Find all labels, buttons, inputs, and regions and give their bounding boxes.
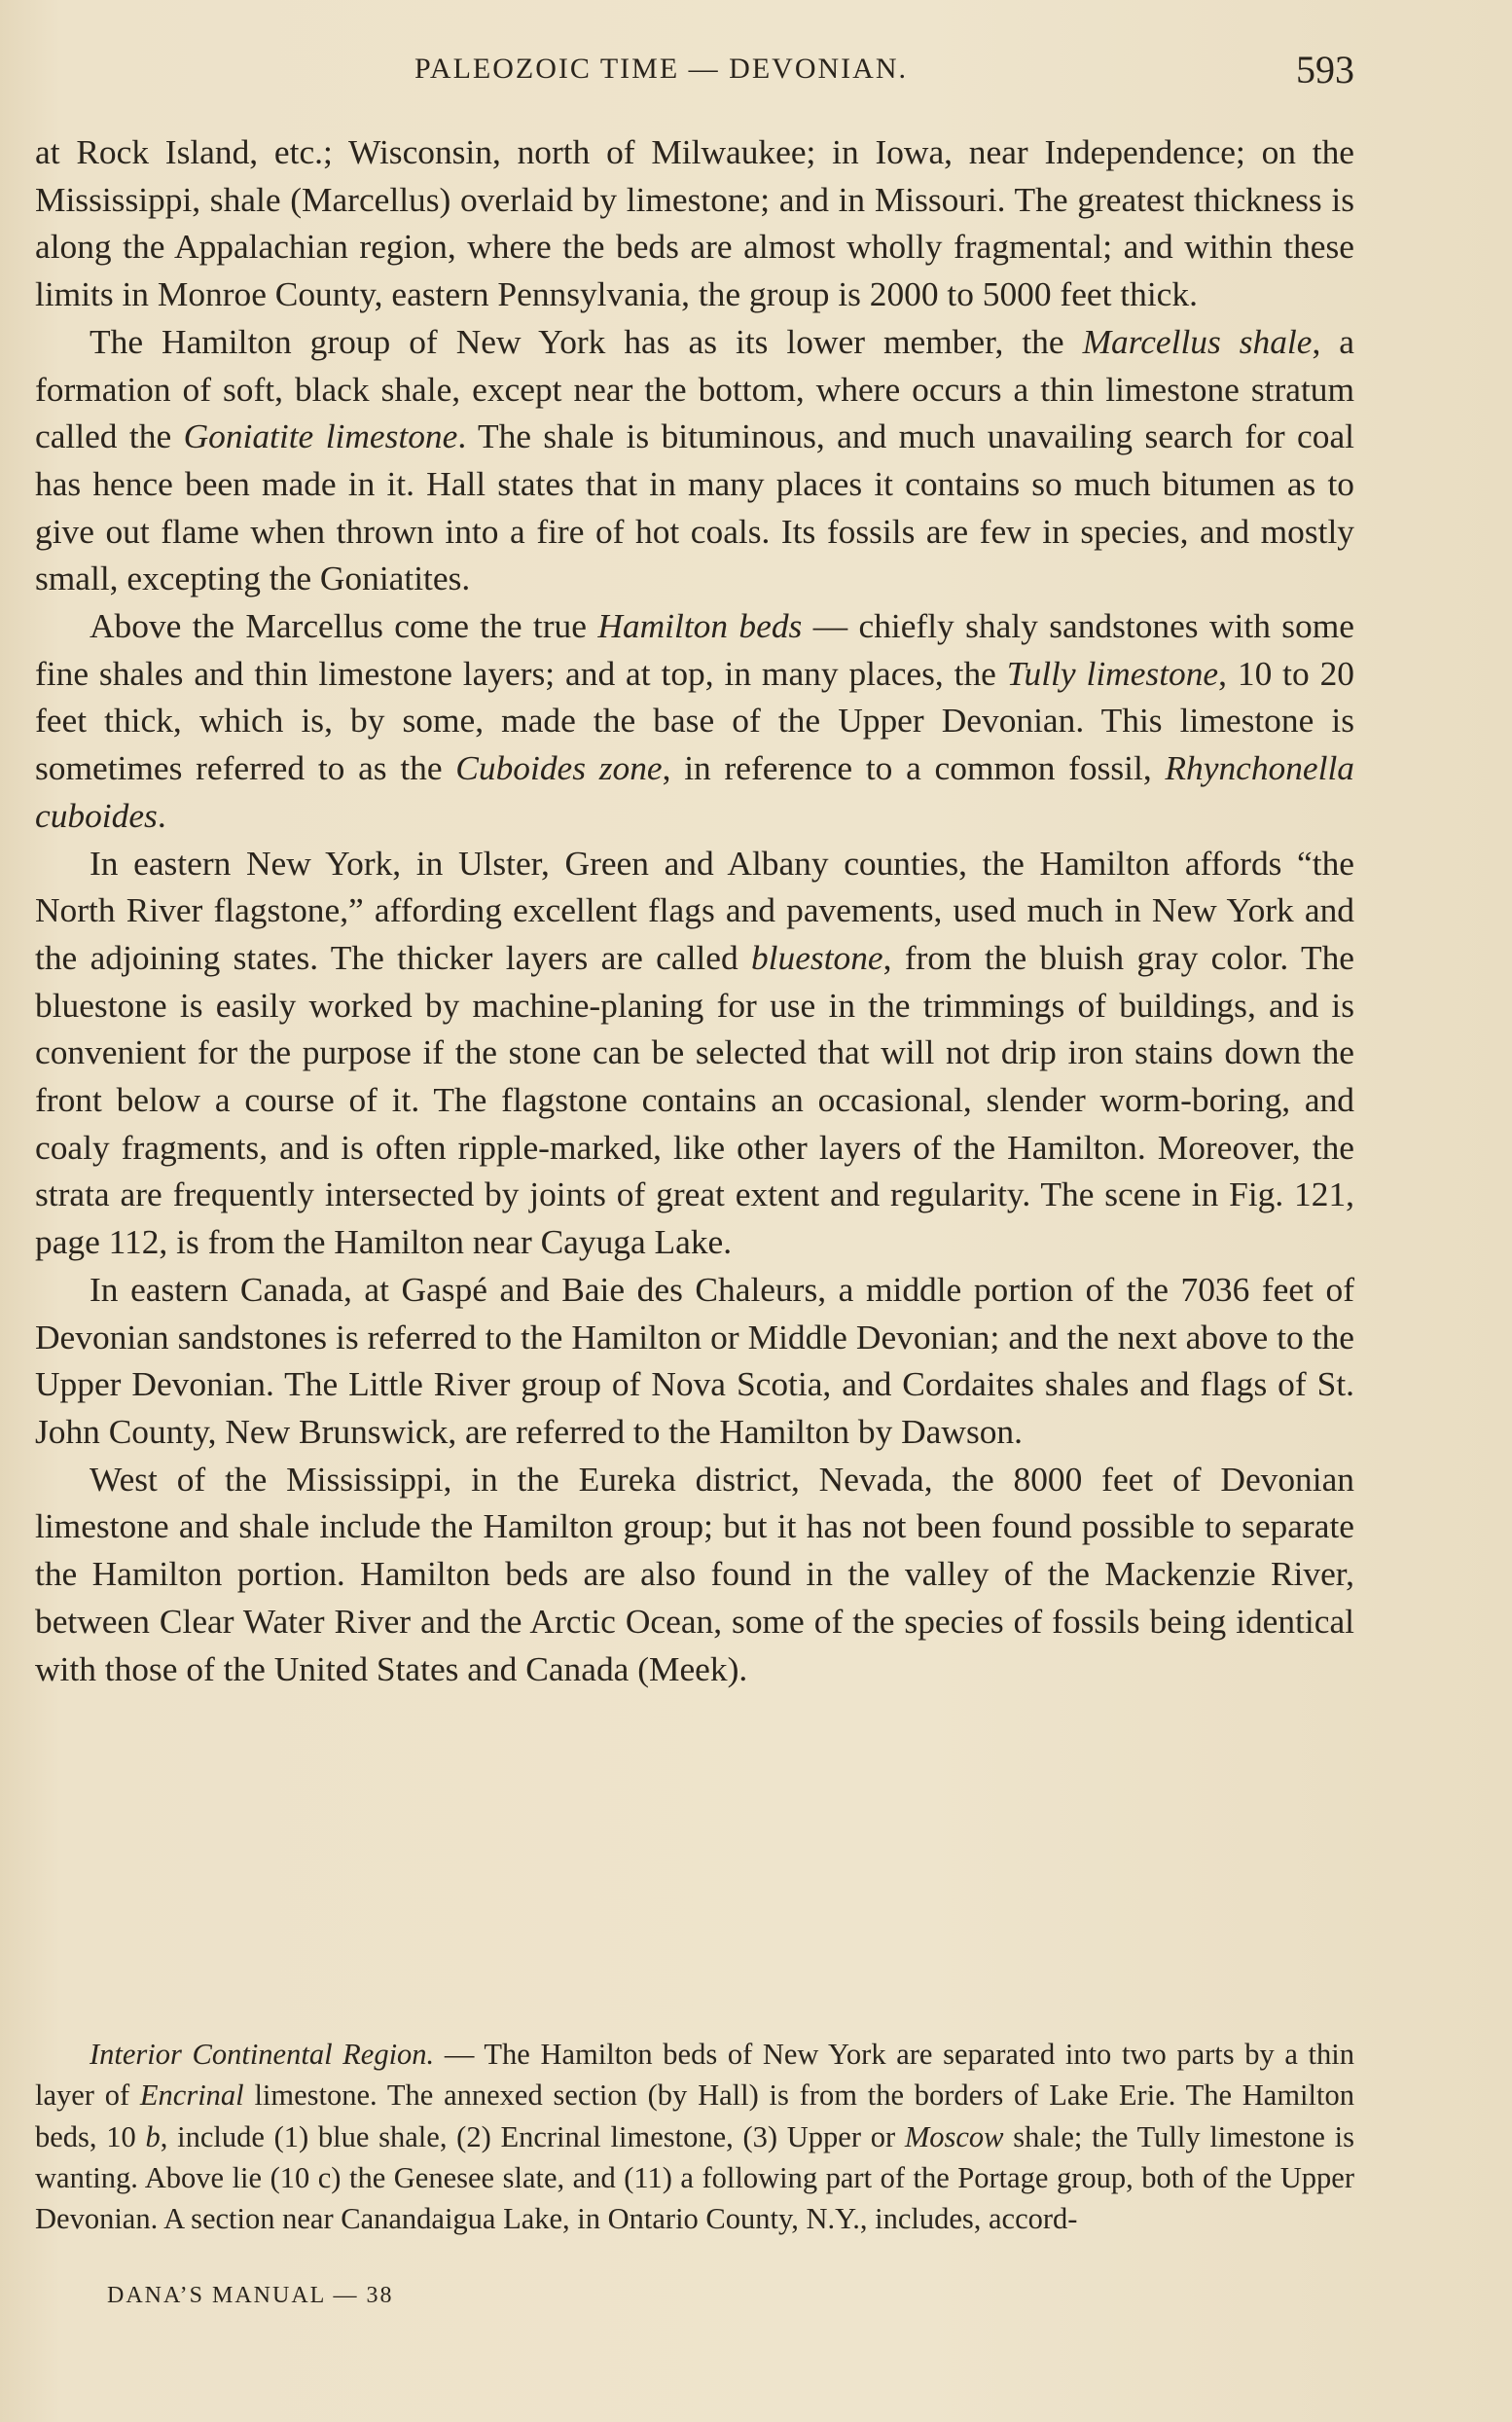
italic-term: Hamilton beds: [597, 606, 803, 646]
text-run: limestone. The annexed section (by Hall) is from the borders of Lake Erie. The Hamilton beds, 10: [35, 2079, 1354, 2153]
text-run: — chiefly shaly sandstones with some fine shales and thin limestone layers; and at top, in many places, the: [35, 606, 1354, 693]
paragraph: [35, 840, 1354, 1266]
italic-term: Encrinal: [139, 2079, 244, 2113]
paragraph: [35, 128, 1354, 318]
text-run: , 10 to 20 feet thick, which is, by some, made the base of the Upper Devonian. This limestone is sometimes referred to as the: [35, 653, 1355, 788]
text-run: In eastern Canada, at Gaspé and Baie des Chaleurs, a middle portion of the 7036 feet of Devonian sandstones is referred to the Hamilton or Middle Devonian; and the next above to the Upper Devonian. The Little River group of Nova Scotia, and Cordaites shales and flags of St. John County, New Brunswick, are referred to the Hamilton by Dawson.: [35, 1269, 1354, 1451]
italic-term: bluestone: [750, 937, 883, 977]
italic-term: Rhynchonella cuboides: [35, 748, 1355, 835]
paragraph: [35, 318, 1354, 602]
text-run: .: [157, 795, 166, 835]
text-run: , from the bluish gray color. The bluestone is easily worked by machine-planing for use in the trimmings of buildings, and is convenient for the purpose if the stone can be selected that will not drip iron stains down the front below a course of it. The flagstone contains an occasional, slender worm-boring, and coaly fragments, and is often ripple-marked, like other layers of the Hamilton. Moreover, the strata are frequently intersected by joints of great extent and regularity. The scene in Fig. 121, page 112, is from the Hamilton near Cayuga Lake.: [35, 937, 1354, 1262]
text-run: Above the Marcellus come the true: [90, 606, 598, 646]
text-run: , in reference to a common fossil,: [662, 748, 1166, 788]
italic-term: Interior Continental Region.: [90, 2038, 435, 2071]
paragraph: [35, 602, 1354, 840]
signature-mark: DANA’S MANUAL — 38: [107, 2283, 394, 2308]
text-run: — The Hamilton beds of New York are separated into two parts by a thin layer of: [35, 2038, 1354, 2113]
italic-term: b: [145, 2119, 161, 2153]
footnote: [35, 2034, 1354, 2239]
italic-term: Moscow: [904, 2119, 1004, 2153]
text-run: . The shale is bituminous, and much unavailing search for coal has hence been made in it. Hall states that in many places it contains so much bitumen as to give out flame when thrown into a fire of hot coals. Its fossils are few in species, and mostly small, excepting the Goniatites.: [35, 416, 1354, 598]
text-run: at Rock Island, etc.; Wisconsin, north of Milwaukee; in Iowa, near Independence; on the Mississippi, shale (Marcellus) overlaid by limestone; and in Missouri. The greatest thickness is along the Appalachian region, where the beds are almost wholly fragmental; and within these limits in Monroe County, eastern Pennsylvania, the group is 2000 to 5000 feet thick.: [35, 132, 1354, 314]
running-head: PALEOZOIC TIME — DEVONIAN.: [414, 53, 908, 85]
text-run: The Hamilton group of New York has as its lower member, the: [90, 321, 1083, 361]
body-text: [35, 128, 1354, 1692]
italic-term: Tully limestone: [1006, 653, 1219, 693]
page-header: [35, 47, 1354, 95]
text-run: , include (1) blue shale, (2) Encrinal limestone, (3) Upper or: [160, 2119, 905, 2153]
italic-term: Cuboides zone: [455, 748, 663, 788]
page-number: 593: [1296, 48, 1354, 91]
footnote-paragraph: [35, 2034, 1354, 2239]
text-run: West of the Mississippi, in the Eureka district, Nevada, the 8000 feet of Devonian limestone and shale include the Hamilton group; but it has not been found possible to separate the Hamilton portion. Hamilton beds are also found in the valley of the Mackenzie River, between Clear Water River and the Arctic Ocean, some of the species of fossils being identical with those of the United States and Canada (Meek).: [35, 1459, 1354, 1688]
paragraph: [35, 1456, 1354, 1693]
italic-term: Goniatite limestone: [183, 416, 458, 456]
paragraph: [35, 1266, 1354, 1456]
text-run: shale; the Tully limestone is wanting. Above lie (10 c) the Genesee slate, and (11) a following part of the Portage group, both of the Upper Devonian. A section near Canandaigua Lake, in Ontario County, N.Y., includes, accord-: [35, 2119, 1354, 2236]
italic-term: Marcellus shale: [1082, 321, 1313, 361]
text-run: , a formation of soft, black shale, except near the bottom, where occurs a thin limestone stratum called the: [35, 321, 1354, 456]
text-run: In eastern New York, in Ulster, Green and Albany counties, the Hamilton affords “the North River flagstone,” affording excellent flags and pavements, used much in New York and the adjoining states. The thicker layers are called: [35, 843, 1354, 977]
